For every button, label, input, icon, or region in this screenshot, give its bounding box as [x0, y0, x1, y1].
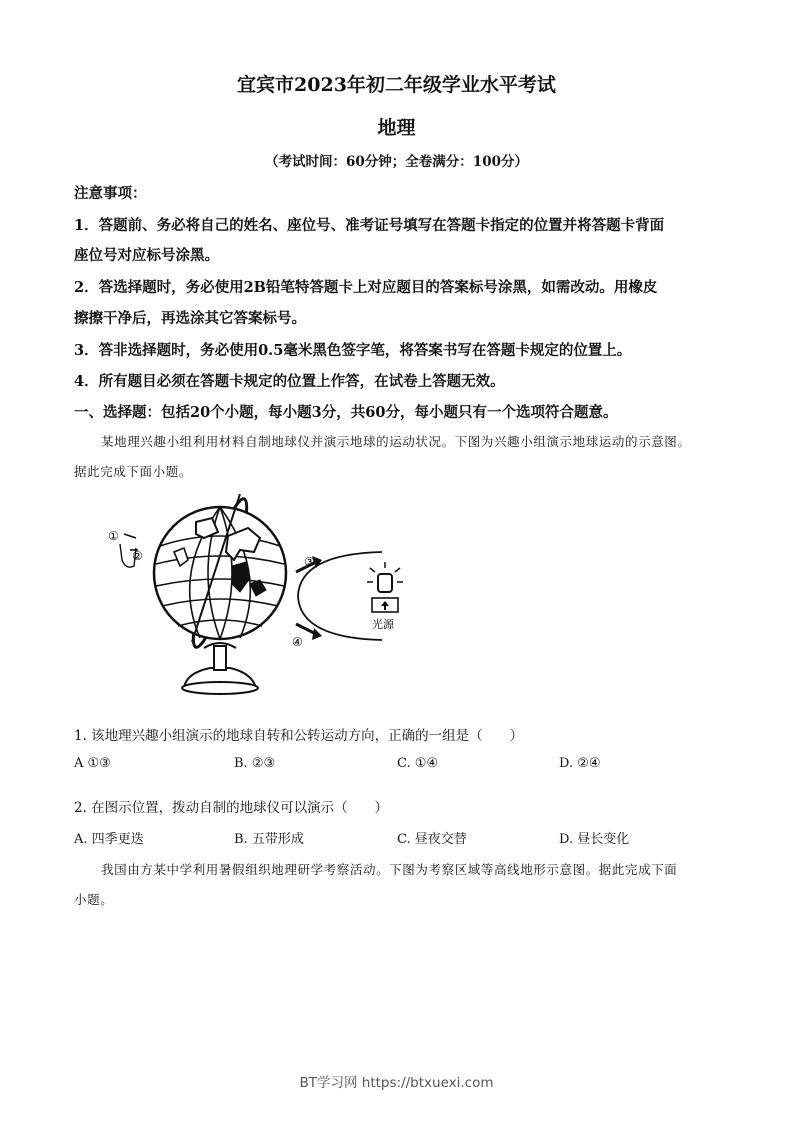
footer-watermark: BT学习网 https://btxuexi.com	[299, 1075, 494, 1091]
arrow-4	[296, 624, 316, 634]
question-1-stem: 1. 该地理兴趣小组演示的地球自转和公转运动方向，正确的一组是（ ）	[74, 728, 524, 744]
q1-option-b: B. ②③	[234, 756, 276, 771]
note-line-3: 2．答选择题时，务必使用2B铅笔特答题卡上对应题目的答案标号涂黑，如需改动。用橡皮	[74, 279, 658, 296]
exam-duration: （考试时间：60分钟；全卷满分：100分）	[265, 154, 528, 170]
q2-option-d: D. 昼长变化	[559, 832, 630, 847]
intro-line-1: 某地理兴趣小组利用材料自制地球仪并演示地球的运动状况。下图为兴趣小组演示地球运动的示意图。	[101, 434, 691, 449]
exam-title: 宜宾市2023年初二年级学业水平考试	[237, 74, 556, 96]
q2-option-a: A. 四季更迭	[74, 832, 144, 847]
question-2-stem: 2. 在图示位置，拨动自制的地球仪可以演示（ ）	[74, 800, 389, 816]
exam-subject: 地理	[377, 117, 416, 139]
q2-option-c: C. 昼夜交替	[397, 832, 467, 847]
marker-4: ④	[292, 635, 303, 649]
note-line-1: 1．答题前、务必将自己的姓名、座位号、准考证号填写在答题卡指定的位置并将答题卡背面	[74, 217, 665, 234]
note-line-5: 3．答非选择题时，务必使用0.5毫米黑色签字笔，将答案书写在答题卡规定的位置上。	[74, 342, 632, 359]
note-line-2: 座位号对应标号涂黑。	[74, 247, 219, 264]
q2-option-b: B. 五带形成	[234, 832, 304, 847]
notes-heading: 注意事项：	[74, 185, 147, 202]
passage-2-line-1: 我国由方某中学利用暑假组织地理研学考察活动。下图为考察区域等高线地形示意图。据此完成下面	[101, 862, 678, 877]
q1-option-d: D. ②④	[559, 756, 601, 771]
section-heading: 一、选择题：包括20个小题，每小题3分，共60分，每小题只有一个选项符合题意。	[74, 404, 618, 421]
intro-line-2: 据此完成下面小题。	[74, 464, 192, 479]
marker-2: ②	[132, 549, 143, 563]
marker-1: ①	[108, 529, 119, 543]
q1-option-c: C. ①④	[397, 756, 439, 771]
globe-stand-pole	[214, 646, 226, 670]
globe-demo-figure	[100, 488, 430, 703]
note-line-4: 擦擦干净后，再选涂其它答案标号。	[74, 310, 306, 327]
passage-2-line-2: 小题。	[74, 892, 114, 907]
light-source-label: 光源	[372, 618, 394, 631]
q1-option-a: A ①③	[74, 756, 111, 771]
light-source-icon	[367, 562, 403, 612]
note-line-6: 4．所有题目必须在答题卡规定的位置上作答，在试卷上答题无效。	[74, 373, 505, 390]
marker-3: ③	[304, 555, 315, 569]
